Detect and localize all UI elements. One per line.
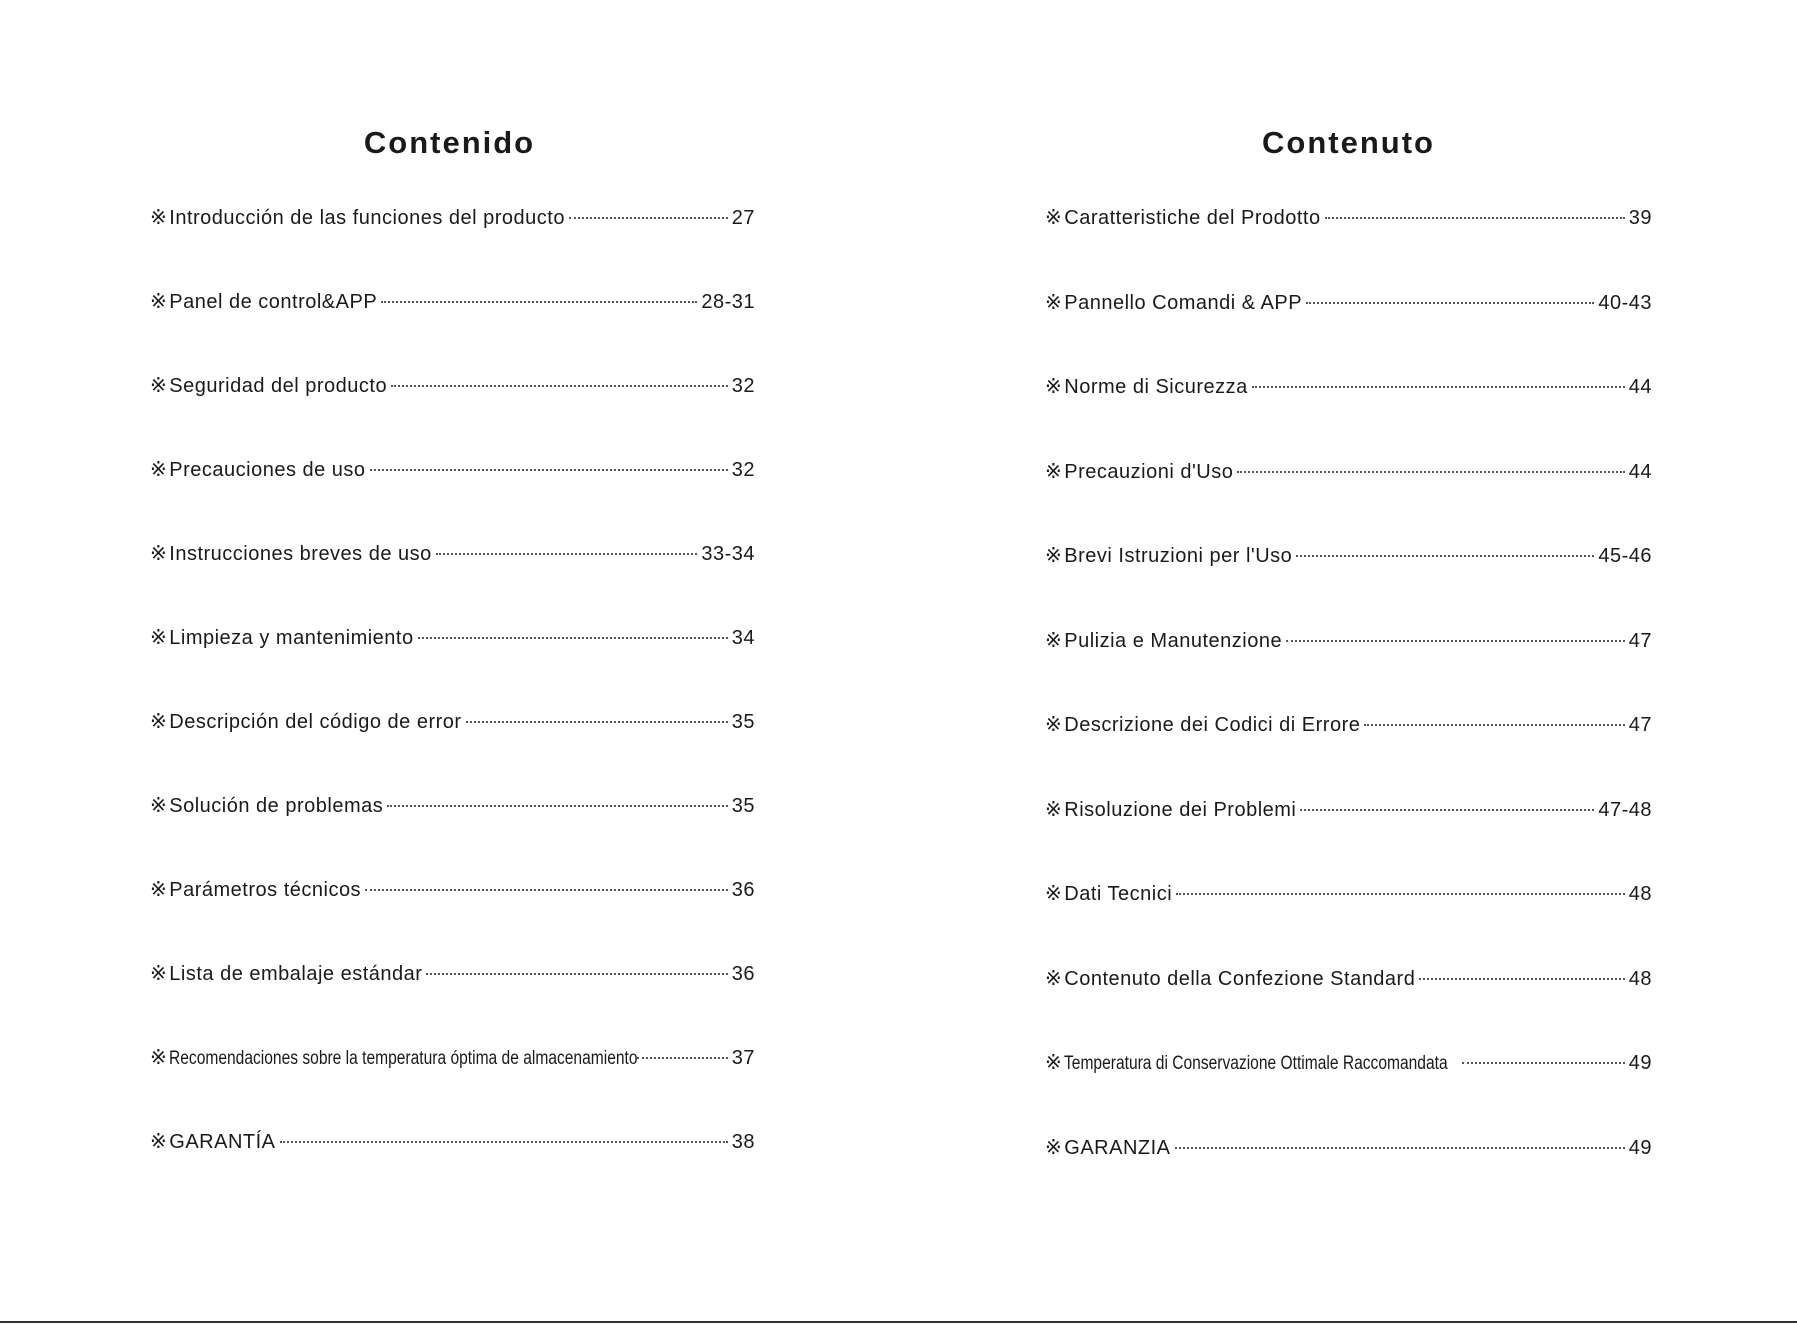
toc-entry: [1045, 712, 1652, 797]
reference-mark-icon: ※: [150, 543, 168, 565]
toc-page-spanish: [150, 0, 755, 1320]
toc-entry: [1045, 881, 1652, 966]
dot-leader: [1325, 217, 1625, 219]
toc-entry-page: 28-31: [701, 291, 755, 313]
dot-leader: [365, 889, 728, 891]
dot-leader: [1296, 555, 1594, 557]
toc-entry-page: 44: [1628, 376, 1652, 398]
toc-entry-page: 35: [731, 711, 755, 733]
toc-entry-page: 35: [731, 795, 755, 817]
dot-leader: [637, 1057, 728, 1059]
reference-mark-icon: ※: [150, 207, 168, 229]
reference-mark-icon: ※: [1045, 376, 1063, 398]
toc-entry: [150, 289, 755, 373]
dot-leader: [387, 805, 728, 807]
toc-entry-page: 38: [731, 1131, 755, 1153]
toc-entry-label: Norme di Sicurezza: [1064, 376, 1248, 398]
dot-leader: [1176, 893, 1625, 895]
toc-entry-page: 49: [1628, 1052, 1652, 1074]
toc-entry: [1045, 628, 1652, 713]
reference-mark-icon: ※: [1045, 629, 1063, 652]
reference-mark-icon: ※: [150, 1131, 168, 1153]
toc-title: Contenido: [363, 125, 536, 160]
reference-mark-icon: ※: [1045, 967, 1063, 990]
reference-mark-icon: ※: [1045, 883, 1063, 905]
dot-leader: [1237, 471, 1624, 473]
dot-leader: [569, 217, 728, 219]
toc-entry-label: Contenuto della Confezione Standard: [1064, 967, 1416, 990]
reference-mark-icon: ※: [1045, 714, 1063, 736]
toc-entry-label: GARANTÍA: [169, 1131, 276, 1153]
toc-entry: [150, 709, 755, 793]
toc-entry: [150, 1045, 755, 1129]
toc-entry: [150, 205, 755, 289]
toc-entry-label: Solución de problemas: [169, 795, 384, 817]
toc-entry: [1045, 797, 1652, 882]
toc-entry-label: Lista de embalaje estándar: [169, 963, 423, 985]
toc-entry-label: Panel de control&APP: [169, 291, 378, 313]
dot-leader: [370, 469, 728, 471]
toc-entry: [1045, 543, 1652, 628]
toc-entry-page: 48: [1628, 883, 1652, 905]
dot-leader: [436, 553, 698, 555]
toc-entry-page: 39: [1628, 207, 1652, 229]
toc-list: [1045, 205, 1652, 1219]
toc-entry-page: 47-48: [1598, 798, 1652, 821]
toc-entry-page: 47: [1628, 629, 1652, 652]
reference-mark-icon: ※: [150, 711, 168, 733]
toc-entry-label: Descrizione dei Codici di Errore: [1064, 714, 1361, 736]
dot-leader: [1252, 386, 1625, 388]
reference-mark-icon: ※: [150, 879, 168, 901]
reference-mark-icon: ※: [1045, 460, 1063, 483]
toc-entry-page: 45-46: [1598, 545, 1652, 567]
toc-entry-label: Descripción del código de error: [169, 711, 462, 733]
toc-entry-label: Caratteristiche del Prodotto: [1064, 207, 1321, 229]
toc-entry-label: Dati Tecnici: [1064, 883, 1173, 905]
toc-entry: [150, 373, 755, 457]
reference-mark-icon: ※: [150, 375, 168, 397]
toc-entry-label: Risoluzione dei Problemi: [1064, 798, 1297, 821]
toc-entry: [1045, 205, 1652, 290]
reference-mark-icon: ※: [1045, 545, 1063, 567]
dot-leader: [1175, 1147, 1625, 1149]
toc-page-italian: [1045, 0, 1652, 1320]
toc-entry: [1045, 1050, 1652, 1135]
toc-entry: [1045, 374, 1652, 459]
toc-entry-label: Temperatura di Conservazione Ottimale Raccomandata: [1064, 1053, 1448, 1074]
toc-entry-page: 34: [731, 627, 755, 649]
dot-leader: [381, 301, 697, 303]
toc-entry-label: Precauciones de uso: [169, 459, 366, 481]
toc-entry-page: 37: [731, 1047, 755, 1069]
toc-entry-label: GARANZIA: [1064, 1136, 1171, 1159]
toc-entry-label: Instrucciones breves de uso: [169, 543, 432, 565]
toc-entry-page: 47: [1628, 714, 1652, 736]
toc-entry-label: Pannello Comandi & APP: [1064, 291, 1303, 314]
toc-entry-label: Introducción de las funciones del producto: [169, 207, 565, 229]
toc-entry-label: Precauzioni d'Uso: [1064, 460, 1234, 483]
toc-entry-label: Seguridad del producto: [169, 375, 388, 397]
toc-entry-page: 32: [731, 375, 755, 397]
toc-entry-page: 36: [731, 879, 755, 901]
toc-entry-page: 36: [731, 963, 755, 985]
dot-leader: [1300, 809, 1594, 811]
dot-leader: [426, 973, 727, 975]
toc-list: [150, 205, 755, 1213]
reference-mark-icon: ※: [150, 459, 168, 481]
toc-entry: [1045, 966, 1652, 1051]
dot-leader: [466, 721, 728, 723]
toc-entry: [1045, 459, 1652, 544]
toc-title: Contenuto: [1262, 125, 1435, 160]
toc-entry-page: 44: [1628, 460, 1652, 483]
dot-leader: [418, 637, 728, 639]
reference-mark-icon: ※: [1045, 798, 1063, 821]
reference-mark-icon: ※: [150, 627, 168, 649]
reference-mark-icon: ※: [1045, 291, 1063, 314]
bottom-rule: [0, 1321, 1797, 1323]
toc-entry: [150, 961, 755, 1045]
toc-entry-page: 32: [731, 459, 755, 481]
toc-entry: [150, 877, 755, 961]
toc-entry-page: 48: [1628, 967, 1652, 990]
toc-entry-page: 40-43: [1598, 291, 1652, 314]
toc-entry: [1045, 290, 1652, 375]
reference-mark-icon: ※: [150, 291, 168, 313]
toc-entry-label: Pulizia e Manutenzione: [1064, 629, 1283, 652]
toc-entry-page: 33-34: [701, 543, 755, 565]
toc-entry-page: 49: [1628, 1136, 1652, 1159]
reference-mark-icon: ※: [150, 963, 168, 985]
reference-mark-icon: ※: [1045, 1136, 1063, 1159]
dot-leader: [1462, 1062, 1625, 1064]
toc-entry: [150, 793, 755, 877]
toc-entry: [150, 625, 755, 709]
toc-entry-label: Parámetros técnicos: [169, 879, 362, 901]
reference-mark-icon: ※: [1045, 207, 1063, 229]
toc-entry-label: Brevi Istruzioni per l'Uso: [1064, 545, 1293, 567]
dot-leader: [280, 1141, 728, 1143]
dot-leader: [391, 385, 728, 387]
dot-leader: [1286, 640, 1625, 642]
toc-entry-label: Limpieza y mantenimiento: [169, 627, 414, 649]
toc-entry: [150, 457, 755, 541]
toc-entry: [1045, 1135, 1652, 1220]
dot-leader: [1364, 724, 1624, 726]
toc-entry: [150, 1129, 755, 1213]
reference-mark-icon: ※: [150, 795, 168, 817]
reference-mark-icon: ※: [150, 1047, 168, 1069]
toc-entry: [150, 541, 755, 625]
dot-leader: [1419, 978, 1624, 980]
dot-leader: [1306, 302, 1594, 304]
toc-entry-page: 27: [731, 207, 755, 229]
toc-entry-label: Recomendaciones sobre la temperatura óptima de almacenamiento: [169, 1048, 638, 1069]
reference-mark-icon: ※: [1045, 1052, 1063, 1074]
